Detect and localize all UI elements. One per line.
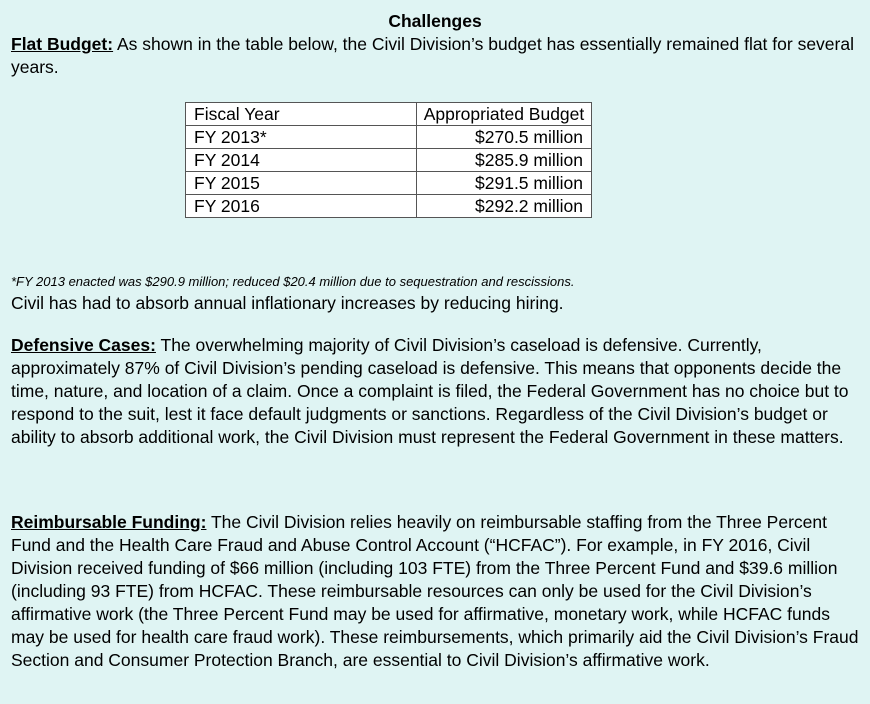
appropriated-budget-header: Appropriated Budget xyxy=(417,103,592,126)
inflation-note: Civil has had to absorb annual inflationary increases by reducing hiring. xyxy=(11,293,564,313)
defensive-cases-text: The overwhelming majority of Civil Division’s caseload is defensive. Currently, approximately 87% of Civil Division’s pending caseload is defensive. This means that opponents decide the time, nature, and location of a claim. Once a complaint is filed, the Federal Government has no choice but to respond to the suit, lest it face default judgments or sanctions. Regardless of the Civil Division’s budget or ability to absorb additional work, the Civil Division must represent the Federal Government in these matters. xyxy=(11,335,849,447)
fiscal-year-header: Fiscal Year xyxy=(186,103,417,126)
reimbursable-funding-paragraph xyxy=(11,511,861,672)
budget-table xyxy=(185,102,592,218)
flat-budget-paragraph xyxy=(11,33,856,79)
table-row xyxy=(186,126,592,149)
fiscal-year-cell: FY 2013* xyxy=(186,126,417,149)
budget-amount-cell: $270.5 million xyxy=(417,126,592,149)
reimbursable-funding-text: The Civil Division relies heavily on reimbursable staffing from the Three Percent Fund and the Health Care Fraud and Abuse Control Account (“HCFAC”). For example, in FY 2016, Civil Division received funding of $66 million (including 103 FTE) from the Three Percent Fund and $39.6 million (including 93 FTE) from HCFAC. These reimbursable resources can only be used for the Civil Division’s affirmative work (the Three Percent Fund may be used for affirmative, monetary work, while HCFAC funds may be used for health care fraud work). These reimbursements, which primarily aid the Civil Division’s Fraud Section and Consumer Protection Branch, are essential to Civil Division’s affirmative work. xyxy=(11,512,859,670)
fiscal-year-cell: FY 2014 xyxy=(186,149,417,172)
defensive-cases-paragraph xyxy=(11,334,856,449)
fiscal-year-cell: FY 2015 xyxy=(186,172,417,195)
sequestration-footnote: *FY 2013 enacted was $290.9 million; reduced $20.4 million due to sequestration and rescissions. xyxy=(11,274,575,289)
table-row xyxy=(186,172,592,195)
fiscal-year-cell: FY 2016 xyxy=(186,195,417,218)
reimbursable-funding-heading: Reimbursable Funding: xyxy=(11,512,207,532)
budget-amount-cell: $291.5 million xyxy=(417,172,592,195)
budget-amount-cell: $292.2 million xyxy=(417,195,592,218)
table-row xyxy=(186,149,592,172)
page-title: Challenges xyxy=(388,11,482,31)
budget-amount-cell: $285.9 million xyxy=(417,149,592,172)
budget-table-header-row xyxy=(186,103,592,126)
flat-budget-heading: Flat Budget: xyxy=(11,34,114,54)
defensive-cases-heading: Defensive Cases: xyxy=(11,335,156,355)
flat-budget-text: As shown in the table below, the Civil Division’s budget has essentially remained flat for several years. xyxy=(11,34,854,77)
table-row xyxy=(186,195,592,218)
